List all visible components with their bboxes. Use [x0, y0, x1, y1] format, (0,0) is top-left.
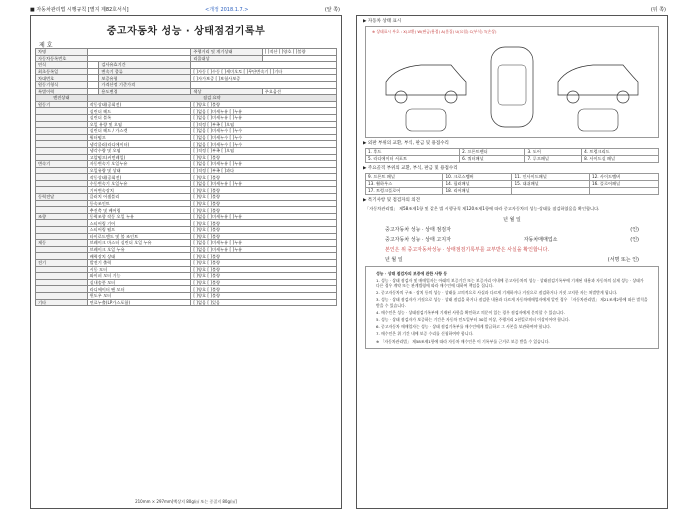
inspection-row: [36, 147, 337, 154]
inspection-row: [36, 134, 337, 141]
inspection-status[interactable]: [ ]양호 [ ]불량: [191, 292, 337, 299]
outer-parts-table: [365, 148, 659, 163]
frame-part[interactable]: 13. 휠하우스: [366, 181, 443, 188]
inspection-status[interactable]: [ ]양호 [ ]불량: [191, 260, 337, 267]
inspection-group: 조향: [36, 213, 88, 220]
outer-part[interactable]: 4. 트렁크리드: [582, 149, 659, 156]
inspection-item: 시동 모터: [87, 266, 191, 273]
inspection-row: [36, 108, 337, 115]
inspection-group: [36, 114, 88, 121]
inspection-status[interactable]: [ ]양호 [ ]불량: [191, 194, 337, 201]
inspection-status[interactable]: [ ]적정 [ ]부족 [ ]과다: [191, 167, 337, 174]
inspection-item: 클러치 어셈블리: [87, 194, 191, 201]
note-item: 2. 중고자동차의 구조 · 장치 등의 성능 · 상태를 고의적으로 사실과 다르게 기재하거나 거짓으로 점검하거나 거짓 고지한 자는 처벌받게 됩니다.: [376, 290, 618, 296]
note-item: 3. 성능 · 상태 점검자가 거짓으로 성능 · 상태 점검을 하거나 점검한 내용과 다르게 자동차매매업자에게 알린 경우 「자동차관리법」 제21조제2항에 따른 벌칙을 받을 수 있습니다.: [376, 297, 648, 308]
law-reference: ■ 자동차관리법 시행규칙 [별지 제82호서식]: [30, 7, 129, 13]
car-name-label: 차명: [36, 49, 88, 56]
dealer-office-label: 자동차매매업소: [523, 236, 558, 243]
foot-note: ※ 「자동차관리법」 제58조제1항에 따라 자동차 매수인은 이 기록부를 근거로 보증 받을 수 있습니다.: [376, 338, 550, 344]
inspection-row: [36, 253, 337, 260]
frame-part[interactable]: 14. 필러패널: [443, 181, 512, 188]
inspection-row: [36, 128, 337, 135]
inspection-row: [36, 246, 337, 253]
inspection-row: [36, 286, 337, 293]
inspection-row: [36, 114, 337, 121]
inspection-status[interactable]: [ ]적정 [ ]부족 [ ]오염: [191, 121, 337, 128]
inspection-item: 자동변속기 오일누유: [87, 161, 191, 168]
note-item: 5. 성능 · 상태 점검자가 보증하는 기간은 자동차 인도일부터 30일 이상, 주행거리 2천킬로미터 이상이어야 합니다.: [376, 316, 570, 322]
reg-no-value[interactable]: [87, 55, 191, 62]
inspection-item: 타이로드엔드 및 볼 조인트: [87, 233, 191, 240]
inspection-status[interactable]: [ ]없음 [ ]미세누유 [ ]누유: [191, 161, 337, 168]
frame-part[interactable]: 15. 대쉬패널: [512, 181, 589, 188]
inspection-row: [36, 213, 337, 220]
inspection-group: [36, 292, 88, 299]
warranty-label: 보증유형: [99, 75, 191, 82]
inspection-item: 브레이크 마스터 실린더 오일 누유: [87, 240, 191, 247]
inspection-group: [36, 134, 88, 141]
inspection-row: [36, 273, 337, 280]
inspection-group: [36, 286, 88, 293]
car-outline-drawing: [366, 27, 658, 137]
confirmation-statement: 「자동차관리법」 제58조제1항 및 같은 법 시행규칙 제120조제1항에 따라 중고자동차의 성능·상태를 점검하였음을 확인합니다.: [365, 206, 600, 211]
inspection-item: 냉각수량 및 오염: [87, 147, 191, 154]
inspection-status[interactable]: [ ]양호 [ ]불량: [191, 207, 337, 214]
inspection-status[interactable]: [ ]적정 [ ]부족 [ ]오염: [191, 147, 337, 154]
inspect-period-value[interactable]: [191, 62, 337, 69]
warranty-options[interactable]: [ ]자가보증 [ ]보험사보증: [191, 75, 337, 82]
car-diagram: [365, 26, 659, 138]
page-front-label: (앞 쪽): [324, 7, 340, 13]
summary-header: 점검 요약: [87, 95, 336, 102]
frame-part[interactable]: 9. 프론트 패널: [366, 174, 443, 181]
inspection-item: 기어변속장치: [87, 187, 191, 194]
inspection-status[interactable]: [ ]없음 [ ]미세누유 [ ]누유: [191, 108, 337, 115]
reg-no-label: 자동차등록번호: [36, 55, 88, 62]
inspection-status[interactable]: [ ]없음 [ ]미세누수 [ ]누수: [191, 128, 337, 135]
inspection-status[interactable]: [ ]양호 [ ]불량: [191, 286, 337, 293]
inspection-item: 스티어링 기어: [87, 220, 191, 227]
inspection-item: 발전기 출력: [87, 260, 191, 267]
car-name-value[interactable]: [87, 49, 191, 56]
engine-status-header: 엔진상태: [36, 95, 88, 102]
inspection-status[interactable]: [ ]없음 [ ]미세누유 [ ]누유: [191, 114, 337, 121]
vin-value[interactable]: [87, 75, 99, 82]
frame-part[interactable]: 12. 사이드멤버: [589, 174, 658, 181]
inspection-group: [36, 128, 88, 135]
inspection-item: 실린더 헤드 / 가스켓: [87, 128, 191, 135]
outer-part[interactable]: 1. 후드: [366, 149, 460, 156]
outer-part[interactable]: 3. 도어: [525, 149, 582, 156]
year-value[interactable]: [87, 62, 99, 69]
inspection-status[interactable]: [ ]양호 [ ]불량: [191, 279, 337, 286]
inspection-item: 고압펌프(커먼레일): [87, 154, 191, 161]
inspection-group: [36, 154, 88, 161]
note-item: 1. 성능 · 상태 점검자 및 매매업자는 아래의 보증기간 또는 보증거리 이내에 중고자동차의 성능 · 상태점검기록부에 기재된 내용과 자동차의 실제 성능 · 상태가 다른 경우 계약 또는 관계법령에 따라 매수인에 대하여 책임을 집니다.: [376, 277, 644, 288]
remarks-title: ▶ 특기사항 및 점검자의 의견: [363, 198, 420, 203]
inspection-status[interactable]: [ ]없음 [ ]미세누유 [ ]누유: [191, 246, 337, 253]
frame-parts-title: ▶ 주요골격 부위의 교환, 부식, 판금 및 용접수리: [363, 166, 458, 171]
inspection-status[interactable]: [ ]양호 [ ]불량: [191, 174, 337, 181]
inspection-group: [36, 227, 88, 234]
inspection-table: [35, 48, 337, 306]
inspection-status[interactable]: [ ]없음 [ ]미세누유 [ ]누유: [191, 180, 337, 187]
revision-note: <개정 2018.1.7.>: [205, 7, 249, 13]
inspector-sign[interactable]: (인): [630, 226, 639, 233]
inspection-item: 실린더 블록: [87, 114, 191, 121]
inspection-item: 실내송풍 모터: [87, 279, 191, 286]
inspection-row: [36, 240, 337, 247]
inspection-row: [36, 299, 337, 306]
inspection-row: [36, 227, 337, 234]
page-back-label: (뒤 쪽): [650, 7, 666, 13]
note-item: 7. 매수인은 위 기간 내에 보증 수리를 신청하여야 합니다.: [376, 331, 474, 337]
frame-part[interactable]: 16. 플로어패널: [589, 181, 658, 188]
outer-parts-title: ▶ 외판 부위의 교환, 부식, 판금 및 용접수리: [363, 141, 449, 146]
notes-title: 성능 · 상태 점검자의 보증에 관한 사항 등: [376, 270, 448, 276]
inspection-item: 오일 유량 및 오염: [87, 121, 191, 128]
inspection-status[interactable]: [ ]양호 [ ]불량: [191, 220, 337, 227]
inspection-group: [36, 273, 88, 280]
signature-block: [365, 226, 659, 263]
transmission-options[interactable]: [ ]자동 [ ]수동 [ ]세미오토 [ ]무단변속기 [ ]기타: [191, 68, 337, 75]
inspection-row: [36, 161, 337, 168]
outer-part[interactable]: 5. 라디에이터 서포트: [366, 156, 460, 163]
form-number: 제 호: [39, 42, 53, 49]
color-label: 색상: [191, 88, 262, 95]
back-page: [356, 15, 668, 509]
inspection-group: [36, 246, 88, 253]
first-reg-value[interactable]: [87, 68, 99, 75]
odometer-state[interactable]: [ ]적산 [ ]양호 [ ]불량: [262, 49, 336, 56]
inspection-group: 원동기: [36, 101, 88, 108]
inspection-item: 브레이크 오일 누유: [87, 246, 191, 253]
outer-part[interactable]: 8. 사이드실 패널: [582, 156, 659, 163]
note-item: 6. 중고자동차 매매업자는 성능 · 상태 점검기록부를 매수인에게 발급하고 그 사본을 보관하여야 합니다.: [376, 324, 552, 330]
dealer-sign[interactable]: (인): [630, 236, 639, 243]
frame-part[interactable]: 18. 리어패널: [443, 188, 512, 195]
inspection-item: 연료누출(LP가스포함): [87, 299, 191, 306]
inspector-label: 중고자동차 성능 · 상태 점검자: [385, 226, 451, 233]
inspection-group: [36, 200, 88, 207]
special-label: 특별이력: [36, 88, 88, 95]
inspection-row: [36, 220, 337, 227]
inspection-item: 라디에이터 팬 모터: [87, 286, 191, 293]
inspection-row: [36, 194, 337, 201]
inspection-row: [36, 174, 337, 181]
condition-section-title: ▶ 자동차 상태 표시: [363, 19, 402, 24]
inspection-group: [36, 121, 88, 128]
receipt-statement: 본인은 위 중고자동차성능 · 상태점검기록부를 교부받은 사실을 확인합니다.: [385, 246, 550, 253]
inspection-group: 기타: [36, 299, 88, 306]
recall-value[interactable]: [262, 55, 336, 62]
inspection-group: 제동: [36, 240, 88, 247]
condition-legend: ※ 상태표시 부호 : X(교환) W(판금/용접) A(흠집) U(요철) C(부식) T(손상): [372, 29, 497, 34]
inspection-row: [36, 260, 337, 267]
inspection-group: [36, 233, 88, 240]
inspection-group: [36, 187, 88, 194]
outer-part[interactable]: 2. 프론트펜더: [460, 149, 525, 156]
inspection-row: [36, 200, 337, 207]
inspection-item: 오일유량 및 상태: [87, 167, 191, 174]
first-reg-label: 최초등록일: [36, 68, 88, 75]
paper-spec: 210mm × 297mm[백상지 80g/㎡ 또는 중질지 80g/㎡]: [135, 499, 237, 504]
inspection-status[interactable]: [ ]없음 [ ]미세누유 [ ]누유: [191, 240, 337, 247]
inspection-status[interactable]: [ ]없음 [ ]미세누수 [ ]누수: [191, 141, 337, 148]
frame-part[interactable]: 17. 트렁크플로어: [366, 188, 443, 195]
inspection-status[interactable]: [ ]없음 [ ]있음: [191, 299, 337, 306]
inspection-group: [36, 141, 88, 148]
note-item: 4. 매수인은 성능 · 상태점검기록부에 기재된 사항을 확인하고 의문이 있는 경우 점검자에게 문의할 수 있습니다.: [376, 309, 565, 315]
engine-value[interactable]: [87, 81, 99, 88]
inspection-group: [36, 147, 88, 154]
inspection-row: [36, 233, 337, 240]
inspection-status[interactable]: [ ]양호 [ ]불량: [191, 187, 337, 194]
inspection-row: [36, 266, 337, 273]
left-header: [30, 6, 340, 13]
inspection-status[interactable]: [ ]양호 [ ]불량: [191, 273, 337, 280]
front-page: [30, 15, 342, 509]
price-label: 가격산정 기준가격: [99, 81, 191, 88]
inspection-group: 동력전달: [36, 194, 88, 201]
inspection-item: 윈도우 모터: [87, 292, 191, 299]
notes-box: [365, 266, 659, 349]
inspection-item: 배력장치 상태: [87, 253, 191, 260]
inspection-item: 냉각쿨러(라디에이터): [87, 141, 191, 148]
inspection-group: [36, 167, 88, 174]
inspection-item: 수동변속기 오일누유: [87, 180, 191, 187]
date-line: 년 월 일: [503, 216, 521, 223]
inspection-status[interactable]: [ ]없음 [ ]미세누유 [ ]누유: [191, 213, 337, 220]
inspection-item: 실린더 헤드: [87, 108, 191, 115]
outer-part[interactable]: 6. 쿼터패널: [460, 156, 525, 163]
inspection-row: [36, 141, 337, 148]
inspection-item: 동력조향 작동 오일 누유: [87, 213, 191, 220]
vin-label: 차대번호: [36, 75, 88, 82]
inspection-row: [36, 154, 337, 161]
outer-part[interactable]: 7. 루프패널: [525, 156, 582, 163]
inspection-status[interactable]: [ ]양호 [ ]불량: [191, 266, 337, 273]
usage-label: 용도변경: [99, 88, 191, 95]
dealer-label: 중고자동차 성능 · 상태 고지자: [385, 236, 451, 243]
inspection-status[interactable]: [ ]양호 [ ]불량: [191, 227, 337, 234]
transmission-label: 변속기 종류: [99, 68, 191, 75]
inspection-item: 작동상태(공회전): [87, 174, 191, 181]
buyer-sign[interactable]: (서명 또는 인): [607, 256, 639, 263]
engine-label: 원동기형식: [36, 81, 88, 88]
inspection-group: 변속기: [36, 161, 88, 168]
inspection-row: [36, 180, 337, 187]
inspection-group: [36, 220, 88, 227]
inspection-status[interactable]: [ ]양호 [ ]불량: [191, 101, 337, 108]
inspection-group: [36, 180, 88, 187]
inspection-row: [36, 292, 337, 299]
price-value[interactable]: [191, 81, 337, 88]
inspection-row: [36, 187, 337, 194]
frame-parts-table: [365, 173, 659, 195]
inspection-status[interactable]: [ ]양호 [ ]불량: [191, 200, 337, 207]
options-label: 주요옵션: [262, 88, 336, 95]
inspection-group: [36, 108, 88, 115]
inspection-item: 워터펌프: [87, 134, 191, 141]
inspection-item: 작동상태(공회전): [87, 101, 191, 108]
form-title: 중고자동차 성능 · 상태점검기록부: [106, 26, 266, 37]
inspection-group: [36, 207, 88, 214]
inspection-item: 와이퍼 모터 기능: [87, 273, 191, 280]
frame-part[interactable]: 10. 크로스멤버: [443, 174, 512, 181]
year-label: 연식: [36, 62, 88, 69]
inspection-status[interactable]: [ ]양호 [ ]불량: [191, 154, 337, 161]
receipt-date: 년 월 일: [385, 256, 403, 263]
inspection-item: 등속조인트: [87, 200, 191, 207]
inspection-group: [36, 174, 88, 181]
inspection-row: [36, 207, 337, 214]
inspection-group: [36, 253, 88, 260]
inspection-item: 스티어링 펌프: [87, 227, 191, 234]
inspection-row: [36, 167, 337, 174]
inspection-status[interactable]: [ ]없음 [ ]미세누수 [ ]누수: [191, 134, 337, 141]
recall-label: 리콜대상: [191, 55, 262, 62]
inspection-group: [36, 279, 88, 286]
inspection-row: [36, 121, 337, 128]
inspection-status[interactable]: [ ]양호 [ ]불량: [191, 233, 337, 240]
mileage-label: 주행거리 및 계기상태: [191, 49, 262, 56]
special-value[interactable]: [87, 88, 99, 95]
inspection-item: 추진축 및 베어링: [87, 207, 191, 214]
inspection-row: [36, 279, 337, 286]
frame-part[interactable]: 11. 인사이드패널: [512, 174, 589, 181]
inspection-group: [36, 266, 88, 273]
inspection-status[interactable]: [ ]양호 [ ]불량: [191, 253, 337, 260]
inspect-period-label: 검사유효기간: [99, 62, 191, 69]
inspection-group: 전기: [36, 260, 88, 267]
inspection-row: [36, 101, 337, 108]
